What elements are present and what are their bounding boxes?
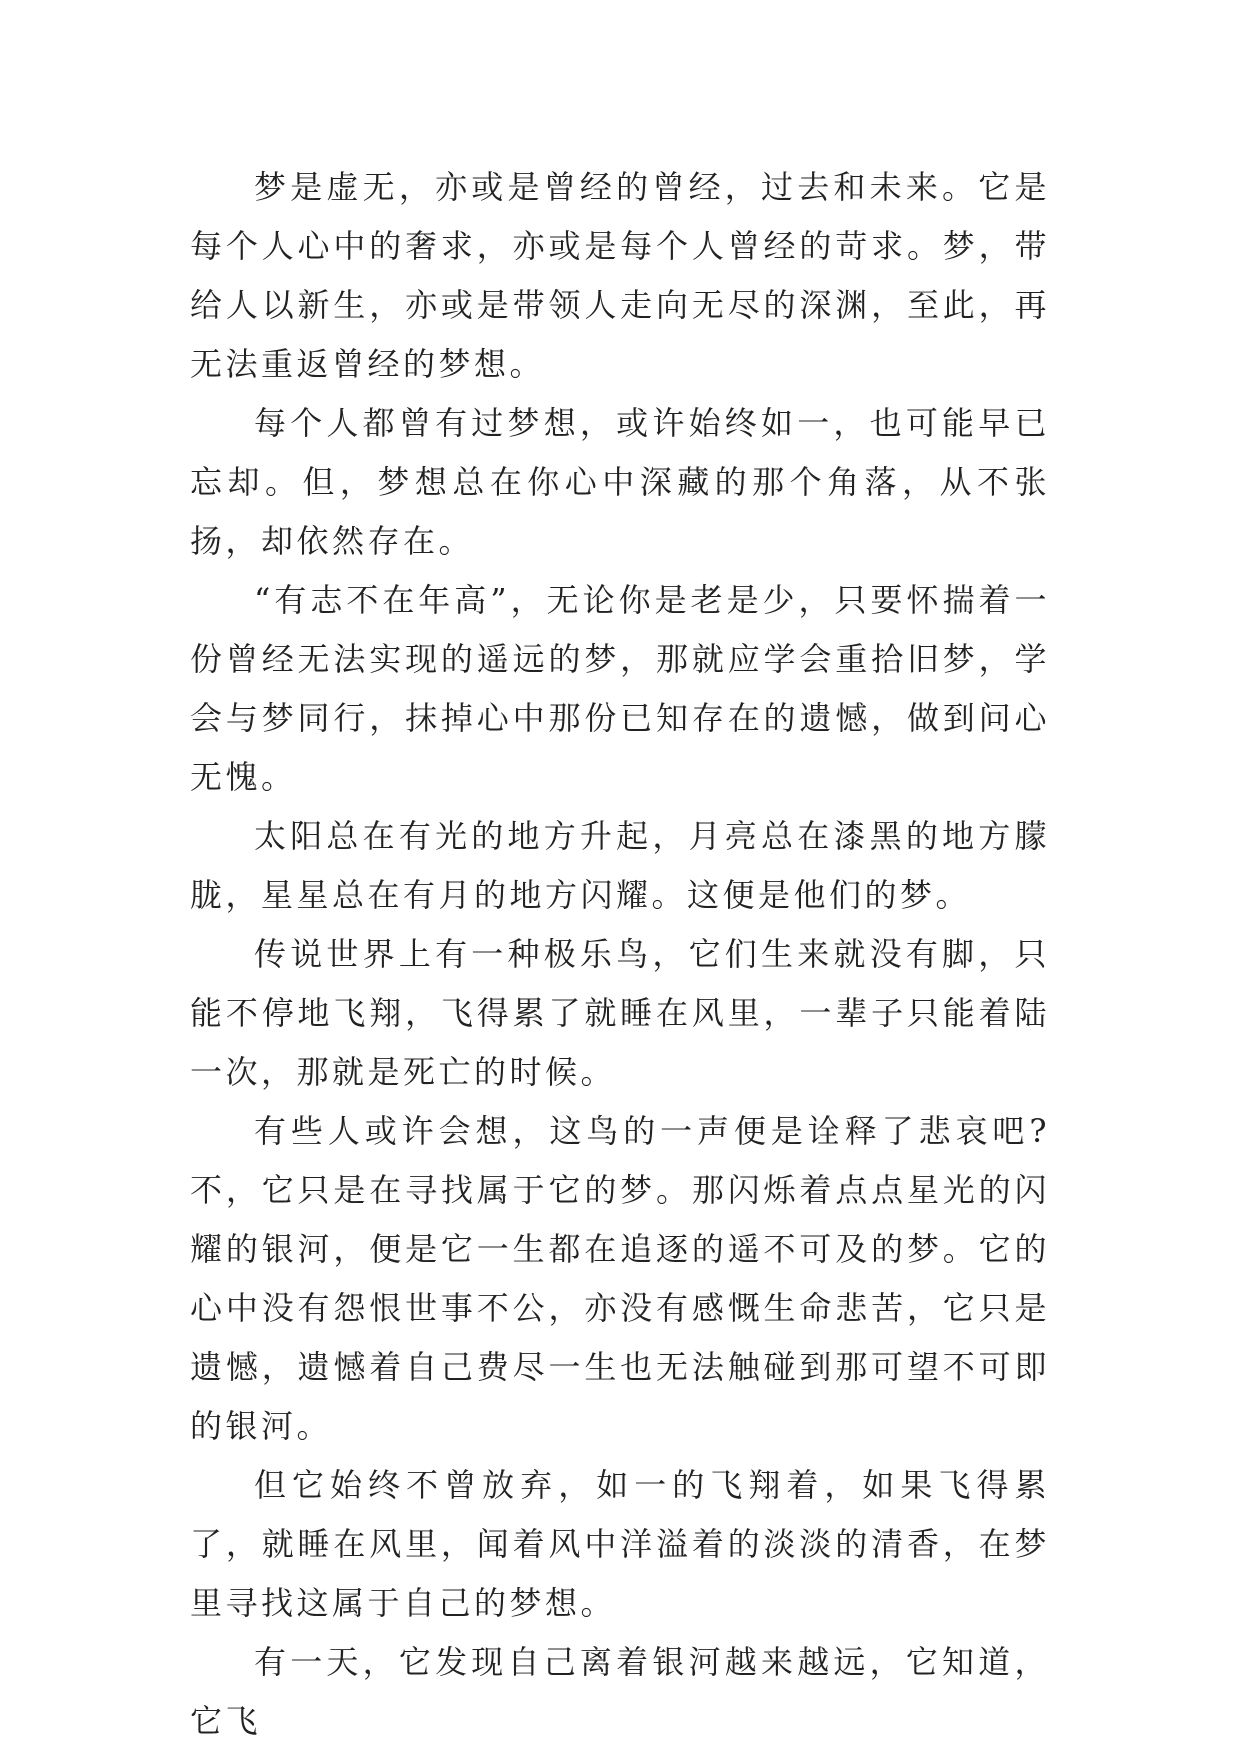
paragraph-3: “有志不在年高”，无论你是老是少，只要怀揣着一份曾经无法实现的遥远的梦，那就应学会重拾旧梦，学会与梦同行，抹掉心中那份已知存在的遗憾，做到问心无愧。 (190, 581, 1050, 796)
paragraph-5: 传说世界上有一种极乐鸟，它们生来就没有脚，只能不停地飞翔，飞得累了就睡在风里，一辈子只能着陆一次，那就是死亡的时候。 (190, 935, 1050, 1091)
paragraph-7: 但它始终不曾放弃，如一的飞翔着，如果飞得累了，就睡在风里，闻着风中洋溢着的淡淡的清香，在梦里寻找这属于自己的梦想。 (190, 1466, 1050, 1622)
paragraph-1: 梦是虚无，亦或是曾经的曾经，过去和未来。它是每个人心中的奢求，亦或是每个人曾经的苛求。梦，带给人以新生，亦或是带领人走向无尽的深渊，至此，再无法重返曾经的梦想。 (190, 168, 1050, 383)
document-body (190, 158, 1050, 1751)
paragraph-6: 有些人或许会想，这鸟的一声便是诠释了悲哀吧?不，它只是在寻找属于它的梦。那闪烁着点点星光的闪耀的银河，便是它一生都在追逐的遥不可及的梦。它的心中没有怨恨世事不公，亦没有感慨生命悲苦，它只是遗憾，遗憾着自己费尽一生也无法触碰到那可望不可即的银河。 (190, 1112, 1050, 1445)
paragraph-4: 太阳总在有光的地方升起，月亮总在漆黑的地方朦胧，星星总在有月的地方闪耀。这便是他们的梦。 (190, 817, 1050, 914)
paragraph-2: 每个人都曾有过梦想，或许始终如一，也可能早已忘却。但，梦想总在你心中深藏的那个角落，从不张扬，却依然存在。 (190, 404, 1050, 560)
paragraph-8: 有一天，它发现自己离着银河越来越远，它知道，它飞 (190, 1643, 1050, 1740)
